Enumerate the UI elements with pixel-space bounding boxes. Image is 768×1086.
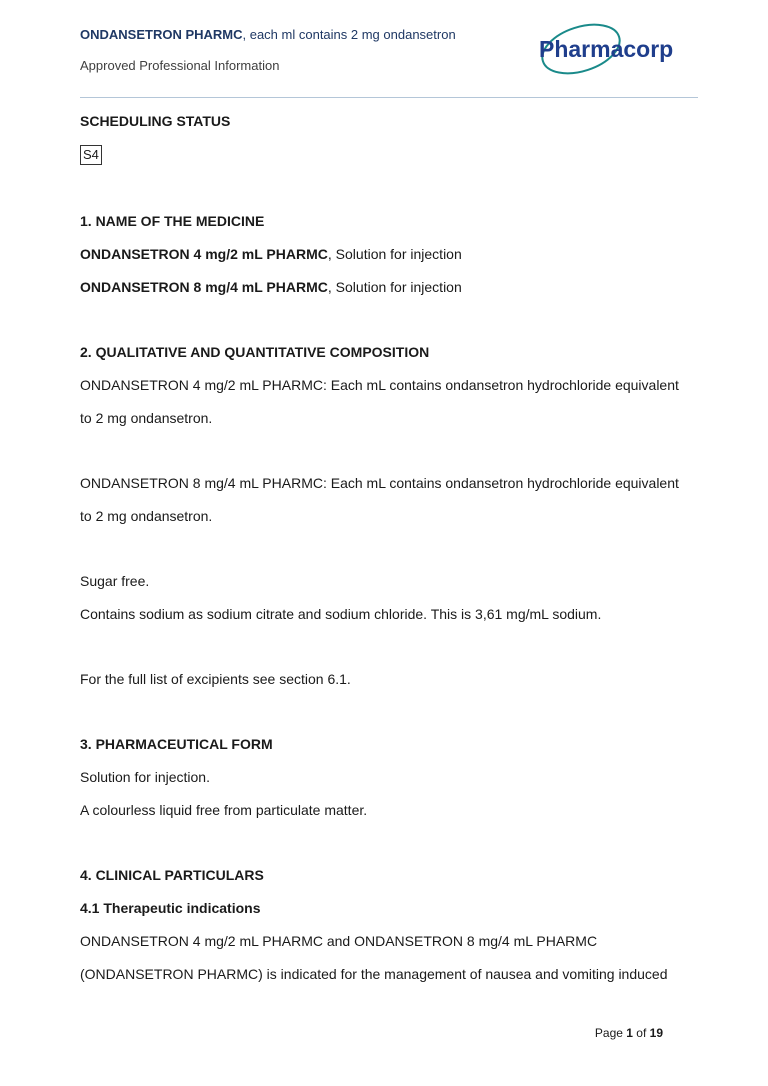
excipients-note: For the full list of excipients see section 6.1. (80, 671, 351, 687)
page-total: 19 (649, 1026, 663, 1040)
medicine-form-8mg: , Solution for injection (327, 279, 462, 295)
scheduling-status-heading: SCHEDULING STATUS (80, 113, 231, 129)
indications-line-2: (ONDANSETRON PHARMC) is indicated for the management of nausea and vomiting induced (80, 966, 668, 982)
section-4-1-heading: 4.1 Therapeutic indications (80, 900, 261, 916)
composition-4mg-line-1: ONDANSETRON 4 mg/2 mL PHARMC: Each mL contains ondansetron hydrochloride equivalent (80, 377, 679, 393)
header-divider (80, 97, 698, 98)
header-product-name: ONDANSETRON PHARMC (80, 27, 243, 42)
header-subtitle: Approved Professional Information (80, 58, 280, 73)
pharmacorp-logo (535, 22, 705, 84)
form-line-2: A colourless liquid free from particulate matter. (80, 802, 368, 818)
section-4-heading: 4. CLINICAL PARTICULARS (80, 867, 264, 883)
medicine-form-4mg: , Solution for injection (327, 246, 462, 262)
header-product-desc: , each ml contains 2 mg ondansetron (242, 27, 456, 42)
section-1-line-1 (80, 245, 462, 263)
medicine-name-8mg: ONDANSETRON 8 mg/4 mL PHARMC (80, 279, 328, 295)
page-word: Page (594, 1026, 627, 1040)
page-number (595, 1026, 663, 1040)
page-of: of (632, 1026, 650, 1040)
scheduling-status-box: S4 (80, 145, 102, 165)
form-line-1: Solution for injection. (80, 769, 210, 785)
section-1-heading: 1. NAME OF THE MEDICINE (80, 213, 265, 229)
sugar-free-note: Sugar free. (80, 573, 150, 589)
composition-8mg-line-2: to 2 mg ondansetron. (80, 508, 213, 524)
section-3-heading: 3. PHARMACEUTICAL FORM (80, 736, 273, 752)
sodium-note: Contains sodium as sodium citrate and sodium chloride. This is 3,61 mg/mL sodium. (80, 606, 602, 622)
medicine-name-4mg: ONDANSETRON 4 mg/2 mL PHARMC (80, 246, 328, 262)
page-current: 1 (626, 1026, 633, 1040)
section-1-line-2 (80, 278, 462, 296)
section-2-heading: 2. QUALITATIVE AND QUANTITATIVE COMPOSITION (80, 344, 430, 360)
logo-text: Pharmacorp (539, 36, 674, 62)
composition-4mg-line-2: to 2 mg ondansetron. (80, 410, 213, 426)
indications-line-1: ONDANSETRON 4 mg/2 mL PHARMC and ONDANSETRON 8 mg/4 mL PHARMC (80, 933, 598, 949)
header-title (80, 27, 456, 42)
composition-8mg-line-1: ONDANSETRON 8 mg/4 mL PHARMC: Each mL contains ondansetron hydrochloride equivalent (80, 475, 679, 491)
